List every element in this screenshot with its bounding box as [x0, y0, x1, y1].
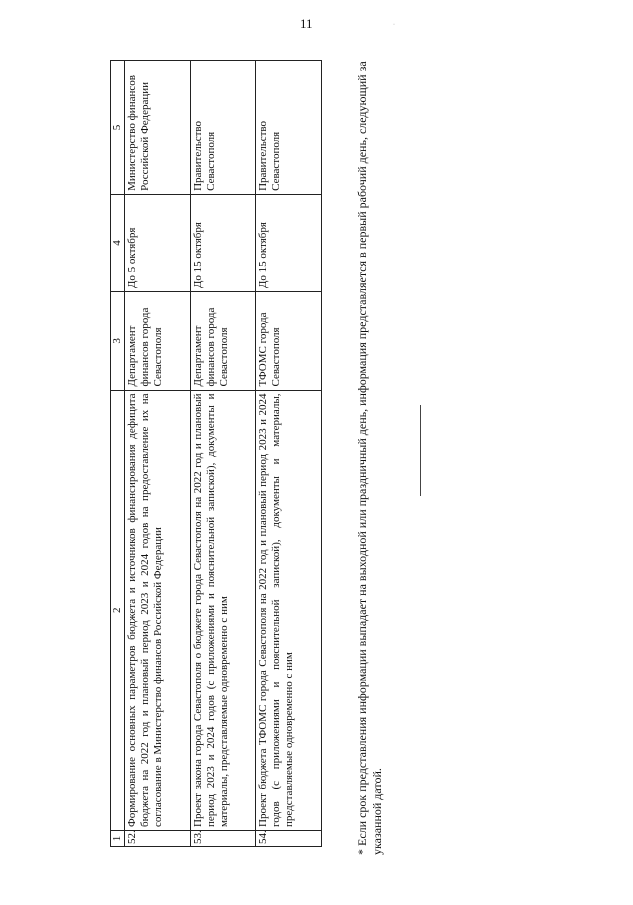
row-deadline: До 15 октября — [256, 194, 322, 291]
header-cell-4: 4 — [111, 194, 125, 291]
row-number: 54. — [256, 830, 322, 846]
rotated-table-container — [110, 60, 322, 847]
row-deadline: До 15 октября — [190, 194, 256, 291]
header-cell-2: 2 — [111, 390, 125, 830]
header-cell-5: 5 — [111, 61, 125, 195]
row-responsible: ТФОМС города Севастополя — [256, 292, 322, 390]
header-cell-1: 1 — [111, 830, 125, 846]
row-description: Проект закона города Севастополя о бюджете города Севастополя на 2022 год и плановый период 2023 и 2024 годов (с приложениями и пояснительной запиской), документы и материалы, представляемые одновременно с ним — [190, 390, 256, 830]
separator-line — [420, 405, 421, 496]
schedule-table — [110, 60, 322, 847]
row-responsible: Департамент финансов города Севастополя — [125, 292, 191, 390]
row-deadline: До 5 октября — [125, 194, 191, 291]
scan-speck: · — [393, 22, 395, 28]
footnote-text: * Если срок представления информации выпадает на выходной или праздничный день, информация представляется в первый рабочий день, следующий за указанной датой. — [355, 61, 384, 855]
row-responsible: Департамент финансов города Севастополя — [190, 292, 256, 390]
page-number: 11 — [300, 16, 313, 31]
row-description: Формирование основных параметров бюджета и источников финансирования дефицита бюджета на 2022 год и плановый период 2023 и 2024 годов на предоставление их на согласование в Министерство финансов Российской Федерации — [125, 390, 191, 830]
table-header-row — [111, 61, 125, 847]
footnote — [355, 55, 403, 855]
row-recipient: Правительство Севастополя — [256, 61, 322, 195]
row-description: Проект бюджета ТФОМС города Севастополя на 2022 год и плановый период 2023 и 2024 годов (с приложениями и пояснительной запиской), документы и материалы, представляемые одновременно с ним — [256, 390, 322, 830]
table-row — [256, 61, 322, 847]
row-recipient: Правительство Севастополя — [190, 61, 256, 195]
row-recipient: Министерство финансов Российской Федерации — [125, 61, 191, 195]
row-number: 53. — [190, 830, 256, 846]
row-number: 52. — [125, 830, 191, 846]
header-cell-3: 3 — [111, 292, 125, 390]
table-row — [125, 61, 191, 847]
table-row — [190, 61, 256, 847]
